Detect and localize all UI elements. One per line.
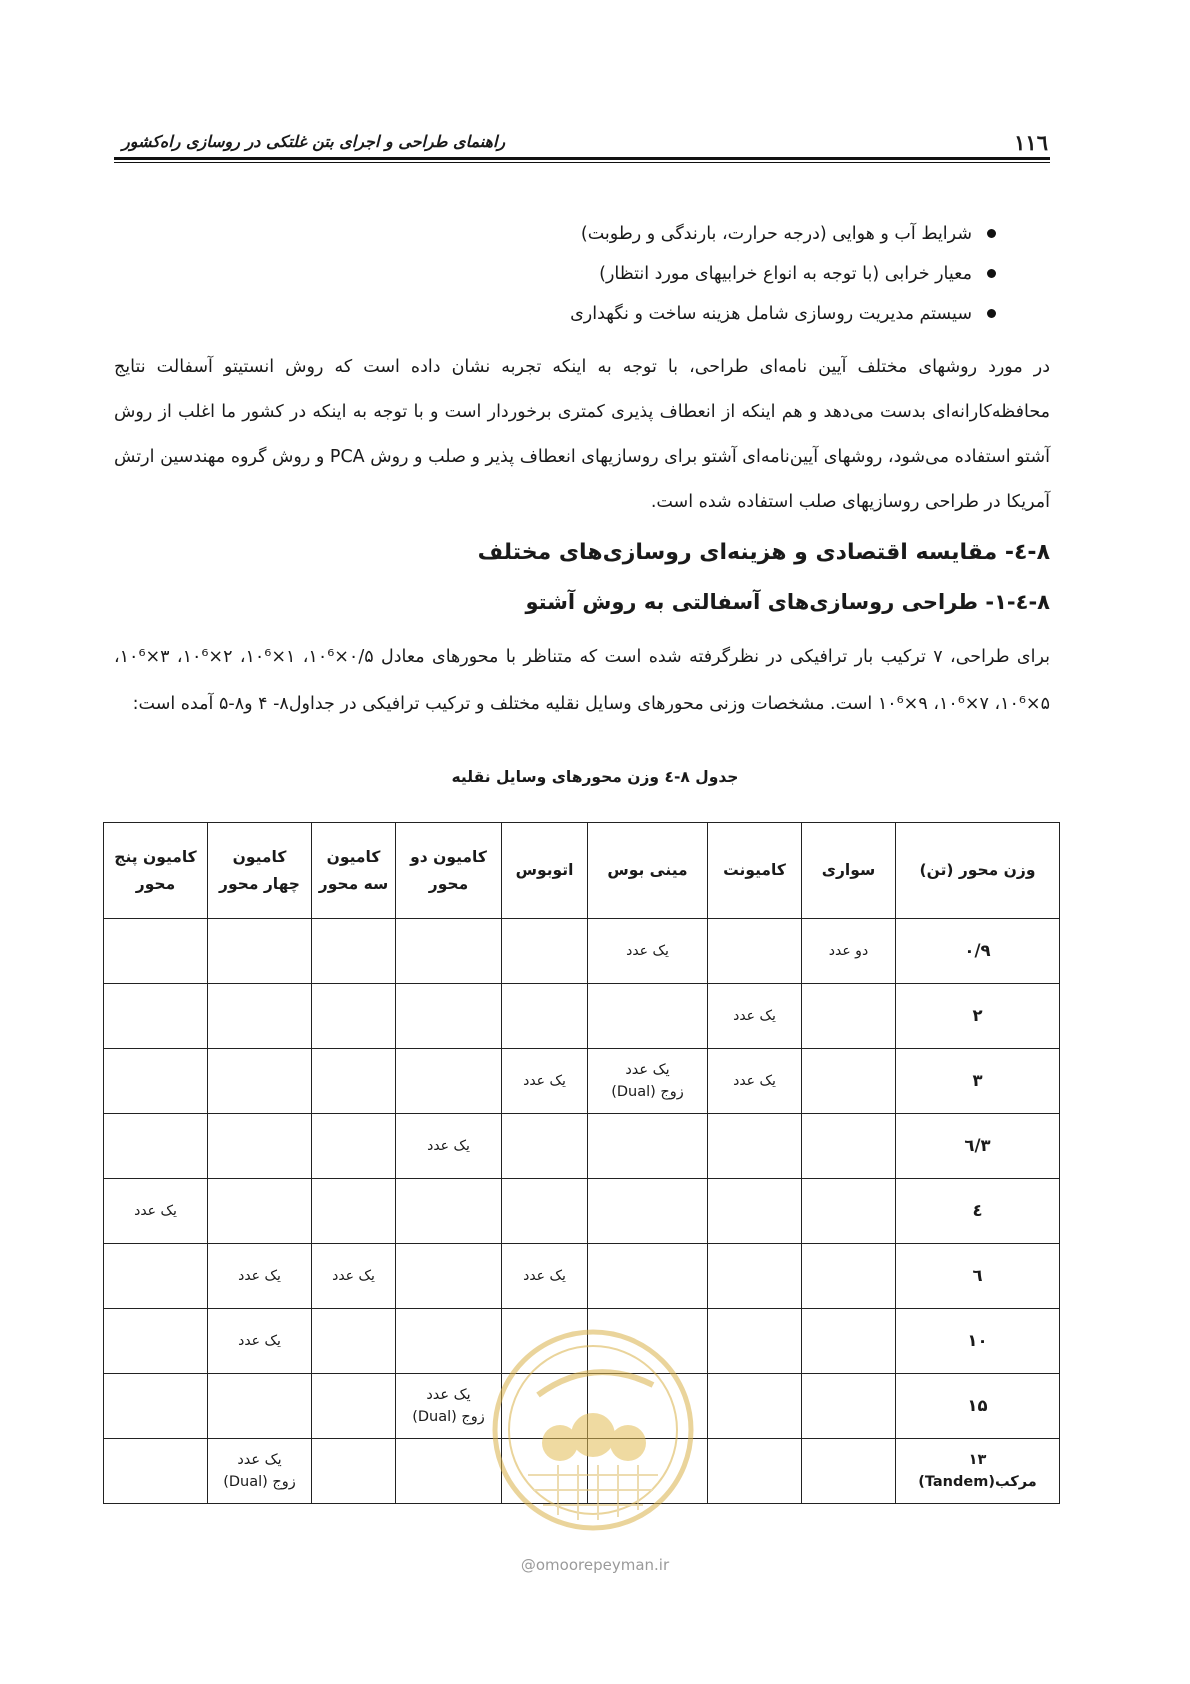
section-heading: ۸-٤- مقایسه اقتصادی و هزینه‌ای روسازی‌های مختلف (477, 540, 1050, 565)
subsection-heading: ۸-٤-۱- طراحی روسازی‌های آسفالتی به روش آشتو (525, 590, 1050, 614)
table-cell (208, 984, 312, 1049)
table-cell (502, 1179, 588, 1244)
table-cell: یک عدد (396, 1114, 502, 1179)
table-cell (708, 1309, 802, 1374)
bullet-icon (987, 309, 996, 318)
table-cell (588, 1374, 708, 1439)
table-cell (208, 1179, 312, 1244)
table-cell (802, 984, 896, 1049)
table-header-cell: کامیونت (708, 823, 802, 919)
table-cell (502, 919, 588, 984)
table-cell (104, 1244, 208, 1309)
table-cell: یک عدد (104, 1179, 208, 1244)
table-cell: یک عدد (208, 1309, 312, 1374)
table-cell (588, 1114, 708, 1179)
table-header-cell: وزن محور (تن) (896, 823, 1060, 919)
table-cell: دو عدد (802, 919, 896, 984)
table-row (104, 1179, 1060, 1244)
table-cell (708, 1179, 802, 1244)
table-cell: یک عدد زوج (Dual) (396, 1374, 502, 1439)
table-cell (396, 919, 502, 984)
table-cell (802, 1374, 896, 1439)
table-cell: یک عدد زوج (Dual) (588, 1049, 708, 1114)
bullet-item: معیار خرابی (با توجه به انواع خرابیهای مورد انتظار) (200, 254, 1000, 294)
page-number: ۱۱٦ (1014, 130, 1048, 155)
table-cell (502, 1309, 588, 1374)
table-header-cell: کامیون چهار محور (208, 823, 312, 919)
table-cell (802, 1439, 896, 1504)
table-cell (708, 1374, 802, 1439)
table-row (104, 919, 1060, 984)
axle-weight-cell: ۳ (896, 1049, 1060, 1114)
table-row (104, 984, 1060, 1049)
table-cell (708, 1244, 802, 1309)
axle-weight-cell: ۱۰ (896, 1309, 1060, 1374)
table-cell (104, 984, 208, 1049)
table-cell (588, 1244, 708, 1309)
table-cell: یک عدد (588, 919, 708, 984)
table-cell: یک عدد زوج (Dual) (208, 1439, 312, 1504)
table-cell (588, 1309, 708, 1374)
table-cell (502, 1374, 588, 1439)
table-cell (208, 1049, 312, 1114)
table-header-cell: مینی بوس (588, 823, 708, 919)
header-rule-thin (114, 162, 1050, 163)
table-cell: یک عدد (708, 1049, 802, 1114)
table-cell (312, 984, 396, 1049)
table-cell (502, 1114, 588, 1179)
bullet-item: شرایط آب و هوایی (درجه حرارت، بارندگی و رطوبت) (200, 214, 1000, 254)
table-cell (708, 1114, 802, 1179)
table-cell: یک عدد (708, 984, 802, 1049)
axle-weight-cell: ۳/٦ (896, 1114, 1060, 1179)
table-cell (208, 1374, 312, 1439)
table-cell (396, 1309, 502, 1374)
table-cell (396, 1179, 502, 1244)
table-row (104, 1374, 1060, 1439)
axle-weight-cell: ۲ (896, 984, 1060, 1049)
table-cell (104, 1114, 208, 1179)
table-caption: جدول ۸-٤ وزن محورهای وسایل نقلیه (451, 768, 739, 786)
table-row (104, 1049, 1060, 1114)
header-rule (114, 157, 1050, 160)
axle-weight-cell: ۰/۹ (896, 919, 1060, 984)
table-cell (502, 1439, 588, 1504)
table-cell (312, 1049, 396, 1114)
table-cell (312, 919, 396, 984)
paragraph: برای طراحی، ۷ ترکیب بار ترافیکی در نظرگرفته شده است که متناظر با محورهای معادل ۰/۵×۱۰⁶، ۱×۱۰⁶، ۲×۱۰⁶، ۳×۱۰⁶، ۵×۱۰⁶، ۷×۱۰⁶، ۹×۱۰⁶ است. مشخصات وزنی محورهای وسایل نقلیه مختلف و ترکیب ترافیکی در جداول۸- ۴ و۸-۵ آمده است: (114, 647, 1050, 714)
running-title: راهنمای طراحی و اجرای بتن غلتکی در روسازی راه‌کشور (122, 132, 506, 151)
table-cell (208, 1114, 312, 1179)
bullet-item: سیستم مدیریت روسازی شامل هزینه ساخت و نگهداری (200, 294, 1000, 334)
table-cell (708, 1439, 802, 1504)
table-row (104, 1439, 1060, 1504)
table-cell: یک عدد (312, 1244, 396, 1309)
table-cell (104, 919, 208, 984)
axle-weight-cell: ٦ (896, 1244, 1060, 1309)
table-cell (802, 1114, 896, 1179)
table-cell (312, 1439, 396, 1504)
bullet-icon (987, 269, 996, 278)
bullet-list (200, 214, 1000, 334)
table-header-cell: کامیون دو محور (396, 823, 502, 919)
table-cell (312, 1374, 396, 1439)
table-cell (396, 1439, 502, 1504)
table-cell (802, 1179, 896, 1244)
table-cell (104, 1049, 208, 1114)
table-header-cell: کامیون سه محور (312, 823, 396, 919)
table-cell (396, 984, 502, 1049)
paragraph: در مورد روشهای مختلف آیین نامه‌ای طراحی، با توجه به اینکه تجربه نشان داده است که روش انستیتو آسفالت نتایج محافظه‌کارانه‌ای بدست می‌دهد و هم اینکه از انعطاف پذیری کمتری برخوردار است و با توجه به اینکه در کشور ما اغلب از روش آشتو استفاده می‌شود، روشهای آیین‌نامه‌ای آشتو برای روسازیهای انعطاف پذیر و صلب و روش PCA و روش گروه مهندسین ارتش آمریکا در طراحی روسازیهای صلب استفاده شده است. (114, 357, 1050, 512)
table-cell (312, 1309, 396, 1374)
table-header-cell: سواری (802, 823, 896, 919)
table-row (104, 1244, 1060, 1309)
table-header-row (104, 823, 1060, 919)
table-cell (104, 1439, 208, 1504)
table-cell (312, 1114, 396, 1179)
table-cell (312, 1179, 396, 1244)
axle-weight-cell: ۱۵ (896, 1374, 1060, 1439)
table-cell (588, 1439, 708, 1504)
table-cell (588, 984, 708, 1049)
watermark-url: @omoorepeyman.ir (520, 1556, 670, 1574)
bullet-icon (987, 229, 996, 238)
table-cell (396, 1049, 502, 1114)
table-cell: یک عدد (208, 1244, 312, 1309)
axle-weight-cell: ٤ (896, 1179, 1060, 1244)
page-header (118, 130, 1048, 156)
table-cell (588, 1179, 708, 1244)
table-cell (708, 919, 802, 984)
table-cell (104, 1374, 208, 1439)
table-cell (802, 1049, 896, 1114)
table-cell (396, 1244, 502, 1309)
table-cell (104, 1309, 208, 1374)
table-row (104, 1114, 1060, 1179)
table-header-cell: کامیون پنج محور (104, 823, 208, 919)
table-cell (802, 1309, 896, 1374)
axle-weight-table (103, 822, 1060, 1504)
table-cell: یک عدد (502, 1244, 588, 1309)
table-cell (502, 984, 588, 1049)
table-header-cell: اتوبوس (502, 823, 588, 919)
table-cell (208, 919, 312, 984)
table-row (104, 1309, 1060, 1374)
table-cell: یک عدد (502, 1049, 588, 1114)
axle-weight-cell: ۱۳ مرکب(Tandem) (896, 1439, 1060, 1504)
table-cell (802, 1244, 896, 1309)
